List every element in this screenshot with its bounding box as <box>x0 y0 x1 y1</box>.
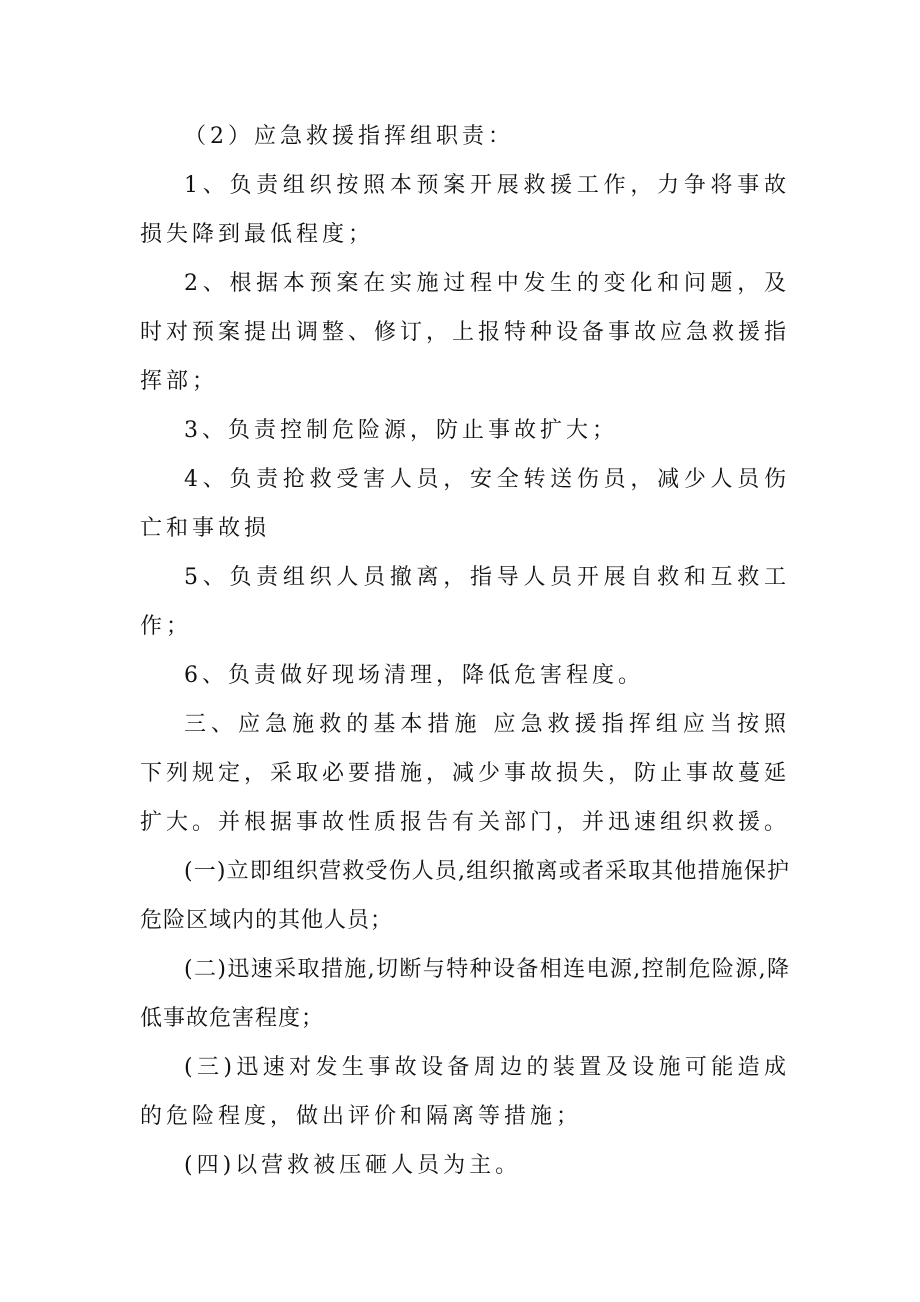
paragraph-item-3: 3、负责控制危险源，防止事故扩大； <box>184 418 618 443</box>
paragraph-section-3-heading: 三、应急施救的基本措施 应急救援指挥组应当按照下列规定，采取必要措施，减少事故损失，防止事故蔓延扩大。并根据事故性质报告有关部门，并迅速组织救援。 <box>140 712 791 835</box>
paragraph-item-5: 5、负责组织人员撤离，指导人员开展自救和互救工作； <box>140 565 790 639</box>
paragraph-measure-3: (三)迅速对发生事故设备周边的装置及设施可能造成的危险程度，做出评价和隔离等措施； <box>140 1055 790 1129</box>
document-body <box>140 112 790 1190</box>
paragraph-measure-2: (二)迅速采取措施,切断与特种设备相连电源,控制危险源,降低事故危害程度； <box>140 957 790 1031</box>
paragraph-measure-4: (四)以营救被压砸人员为主。 <box>184 1153 522 1178</box>
paragraph-item-6: 6、负责做好现场清理，降低危害程度。 <box>184 663 644 688</box>
paragraph-item-2: 2、根据本预案在实施过程中发生的变化和问题，及时对预案提出调整、修订，上报特种设备事故应急救援指挥部； <box>140 271 791 394</box>
paragraph-item-4: 4、负责抢救受害人员，安全转送伤员，减少人员伤亡和事故损 <box>140 467 790 541</box>
paragraph-item-1: 1、负责组织按照本预案开展救援工作，力争将事故损失降到最低程度； <box>140 173 790 247</box>
paragraph-measure-1: (一)立即组织营救受伤人员,组织撤离或者采取其他措施保护危险区域内的其他人员； <box>140 859 790 933</box>
paragraph-heading-duties: （2）应急救援指挥组职责： <box>184 124 514 149</box>
